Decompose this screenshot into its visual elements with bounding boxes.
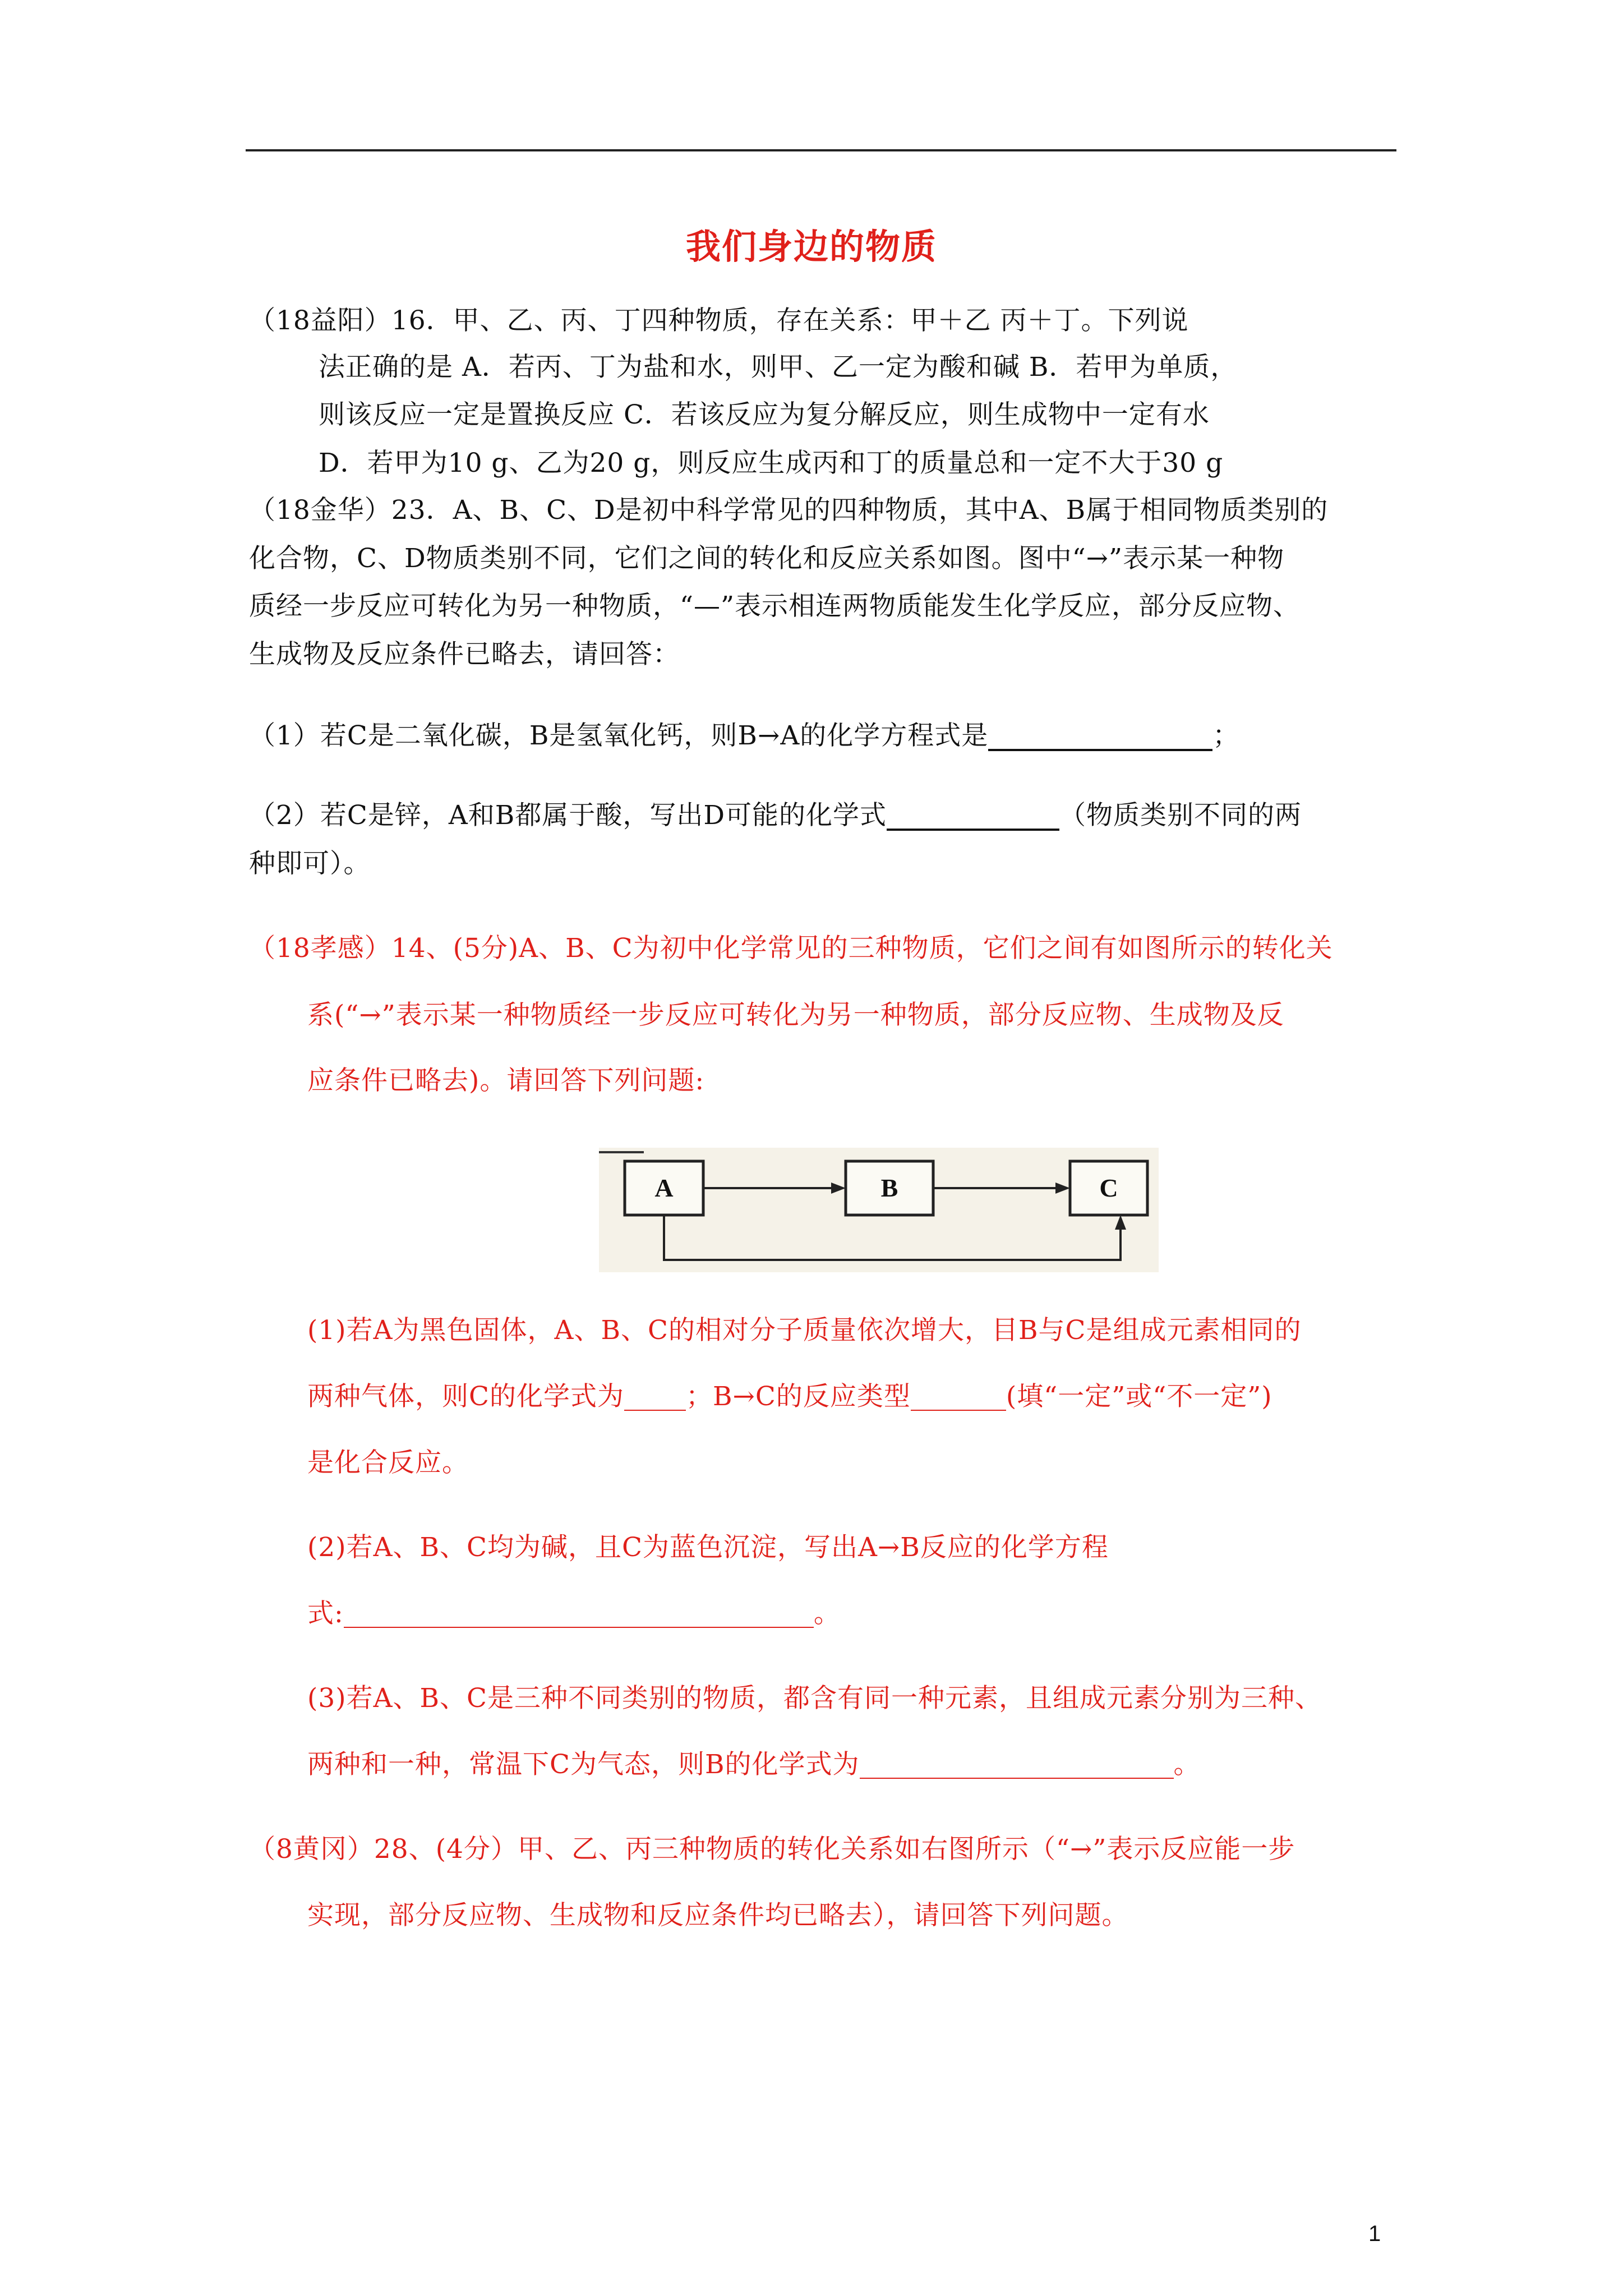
answer-blank[interactable]	[860, 1751, 1174, 1779]
q3-line2: 系(“→”表示某一种物质经一步反应可转化为另一种物质，部分反应物、生成物及反	[307, 1000, 1284, 1030]
answer-blank[interactable]	[887, 802, 1059, 831]
q3-p2-line1: (2)若A、B、C均为碱，且C为蓝色沉淀，写出A→B反应的化学方程	[307, 1532, 1109, 1563]
page-number: 1	[1368, 2221, 1381, 2246]
q3-line3: 应条件已略去)。请回答下列问题:	[307, 1065, 705, 1096]
q4-line2: 实现，部分反应物、生成物和反应条件均已略去），请回答下列问题。	[307, 1900, 1129, 1931]
q3-p1-line2b: ；B→C的反应类型	[685, 1381, 911, 1412]
q3-p2-line2	[307, 1600, 841, 1628]
q2-sub2-end: （物质类别不同的两	[1059, 800, 1302, 831]
q3-p3-line2	[307, 1751, 1201, 1779]
q3-p3-line1: (3)若A、B、C是三种不同类别的物质，都含有同一种元素，且组成元素分别为三种、	[307, 1683, 1322, 1714]
q2-line2: 化合物，C、D物质类别不同，它们之间的转化和反应关系如图。图中“→”表示某一种物	[249, 543, 1285, 574]
q2-sub1	[249, 720, 1240, 751]
header-rule	[246, 149, 1396, 151]
q1-line2: 法正确的是 A．若丙、丁为盐和水，则甲、乙一定为酸和碱 B．若甲为单质，	[319, 352, 1238, 383]
answer-blank[interactable]	[988, 723, 1212, 751]
q2-sub2	[249, 802, 1302, 831]
q2-line4: 生成物及反应条件已略去，请回答：	[249, 639, 680, 670]
q3-p2-line2a: 式:	[307, 1598, 344, 1629]
q3-p1-line2c: (填“一定”或“不一定”)	[1006, 1381, 1272, 1412]
q2-sub1-end: ；	[1212, 720, 1240, 751]
page-title: 我们身边的物质	[685, 226, 937, 267]
arrow-a-to-c-head	[1115, 1215, 1126, 1230]
arrow-a-to-c	[664, 1215, 1121, 1260]
q2-sub2-line2: 种即可）。	[249, 848, 371, 879]
arrow-b-to-c-head	[1055, 1182, 1070, 1194]
q1-line4: D．若甲为10 g、乙为20 g，则反应生成丙和丁的质量总和一定不大于30 g	[319, 448, 1224, 478]
q1-line3: 则该反应一定是置换反应 C．若该反应为复分解反应，则生成物中一定有水	[319, 399, 1210, 430]
q2-line3: 质经一步反应可转化为另一种物质，“—”表示相连两物质能发生化学反应，部分反应物、	[249, 591, 1301, 622]
box-c-label: C	[1099, 1174, 1118, 1202]
q2-sub1-text: （1）若C是二氧化碳，B是氢氧化钙，则B→A的化学方程式是	[249, 720, 989, 751]
q3-p1-line2	[307, 1383, 1272, 1411]
q2-line1: （18金华）23．A、B、C、D是初中科学常见的四种物质，其中A、B属于相同物质类别的	[249, 495, 1329, 526]
answer-blank[interactable]	[624, 1383, 686, 1411]
arrow-a-to-b-head	[831, 1182, 846, 1194]
q3-p1-line1: (1)若A为黑色固体，A、B、C的相对分子质量依次增大，目B与C是组成元素相同的	[307, 1315, 1302, 1346]
abc-conversion-diagram	[599, 1148, 1159, 1272]
q3-p1-line3: 是化合反应。	[307, 1447, 469, 1478]
q1-line1: （18益阳）16．甲、乙、丙、丁四种物质，存在关系：甲＋乙 丙＋丁。下列说	[249, 305, 1189, 336]
box-b-label: B	[880, 1174, 898, 1202]
answer-blank[interactable]	[344, 1600, 814, 1628]
q4-line1: （8黄冈）28、(4分）甲、乙、丙三种物质的转化关系如右图所示（“→”表示反应能一步	[249, 1834, 1295, 1865]
answer-blank[interactable]	[911, 1383, 1006, 1411]
q3-p1-line2a: 两种气体，则C的化学式为	[307, 1381, 624, 1412]
q3-p2-line2b: 。	[813, 1598, 841, 1629]
q3-line1: （18孝感）14、(5分)A、B、C为初中化学常见的三种物质，它们之间有如图所示的转化关	[249, 933, 1333, 964]
q3-p3-line2a: 两种和一种，常温下C为气态，则B的化学式为	[307, 1749, 860, 1780]
q2-sub2-text: （2）若C是锌，A和B都属于酸，写出D可能的化学式	[249, 800, 887, 831]
q3-p3-line2b: 。	[1173, 1749, 1201, 1780]
box-a-label: A	[654, 1174, 674, 1202]
abc-conversion-diagram-svg	[599, 1148, 1159, 1272]
